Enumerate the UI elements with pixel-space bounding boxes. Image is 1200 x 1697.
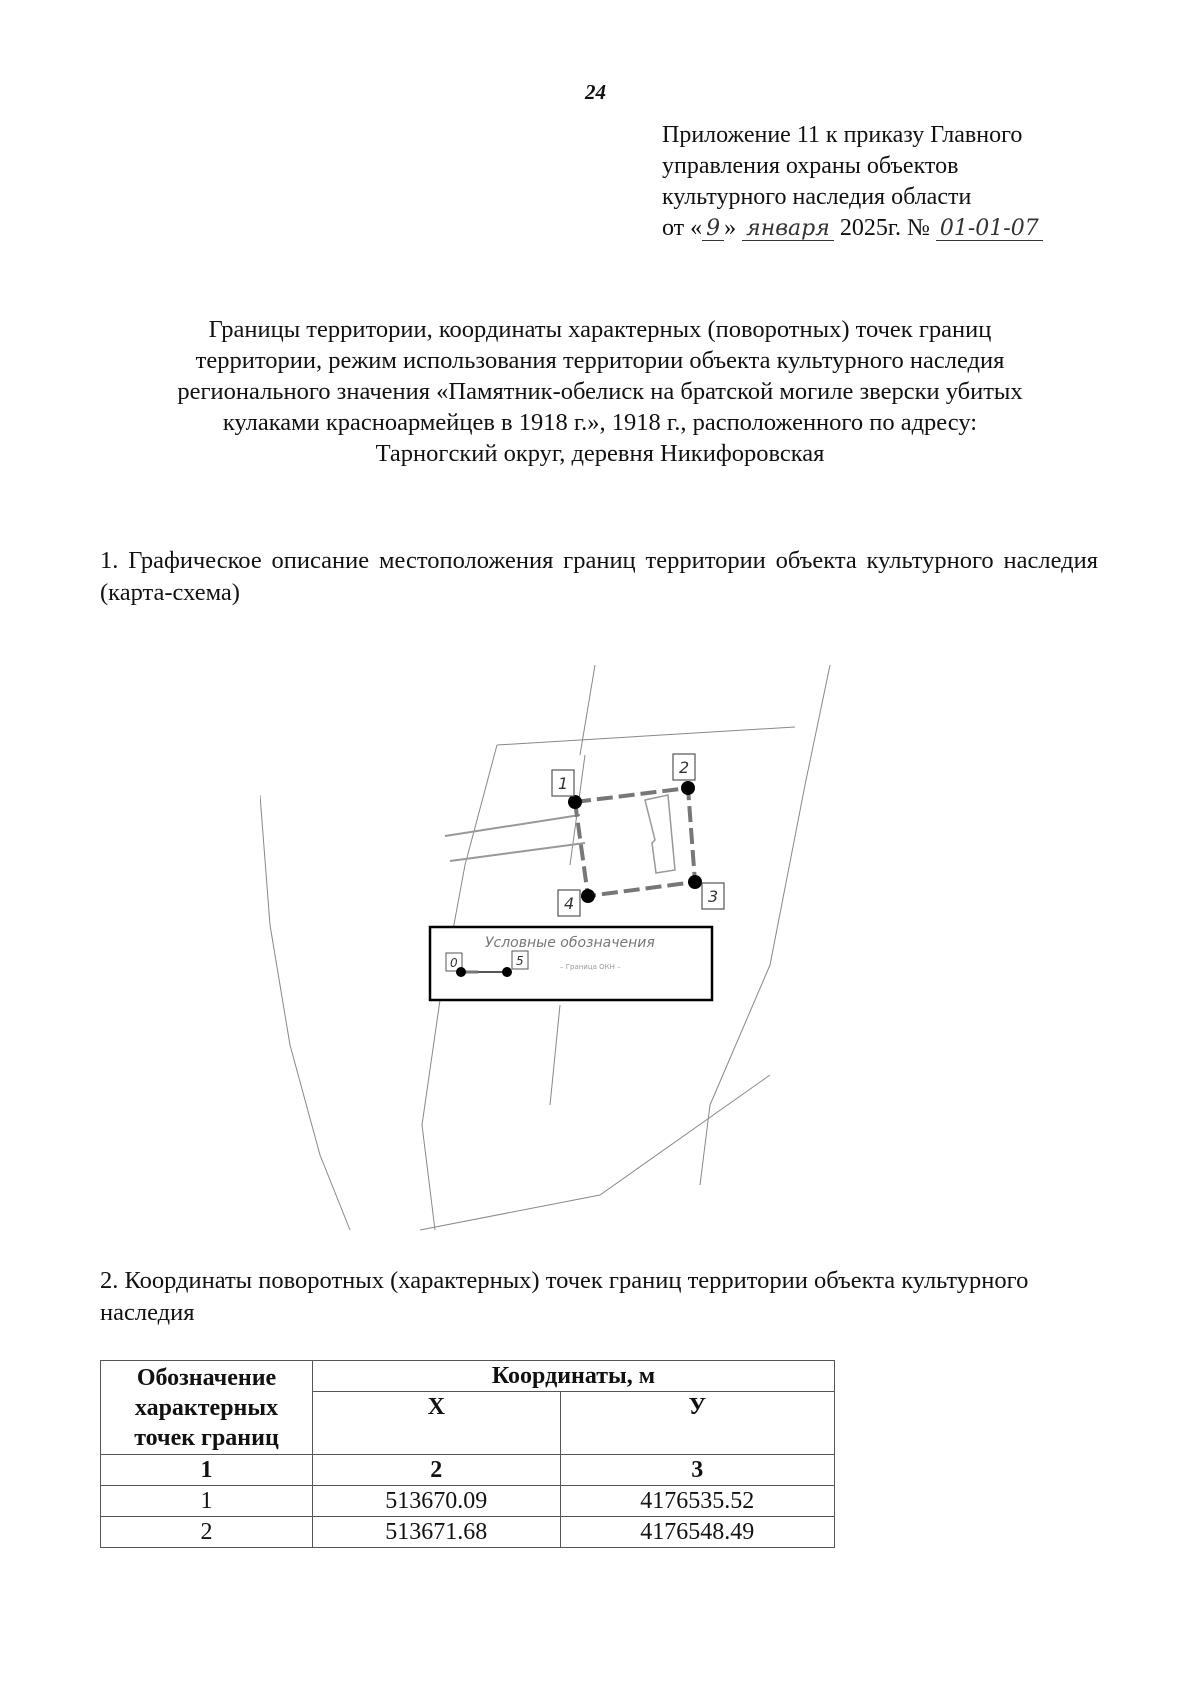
header-designation: Обозначение характерных точек границ	[101, 1361, 313, 1455]
coordinates-table	[100, 1360, 835, 1548]
date-year: 2025	[839, 215, 888, 241]
boundary-polygon	[575, 788, 695, 896]
section-2-heading: 2. Координаты поворотных (характерных) точек границ территории объекта культурного наследия	[100, 1267, 1029, 1326]
column-number-2: 2	[313, 1455, 561, 1486]
appendix-line-3: культурного наследия области	[662, 184, 972, 210]
point-label-1: 1	[558, 774, 569, 793]
row-x: 513670.09	[313, 1486, 561, 1517]
header-x: X	[313, 1392, 561, 1455]
legend-caption: – Граница ОКН –	[560, 963, 621, 971]
document-title	[80, 314, 1120, 469]
road-lines	[445, 815, 585, 861]
column-number-3: 3	[560, 1455, 834, 1486]
title-line-3: регионального значения «Памятник-обелиск на братской могиле зверски убитых	[177, 378, 1023, 405]
appendix-line-1: Приложение 11 к приказу Главного	[662, 122, 1023, 148]
table-row	[101, 1486, 835, 1517]
building-outline	[645, 795, 675, 873]
boundary-point-1	[568, 795, 582, 809]
title-line-2: территории, режим использования территории объекта культурного наследия	[195, 347, 1005, 374]
table-header-row	[101, 1361, 835, 1392]
map-legend	[430, 927, 712, 1000]
table-column-numbers-row	[101, 1455, 835, 1486]
header-y: У	[560, 1392, 834, 1455]
column-number-1: 1	[101, 1455, 313, 1486]
page-number: 24	[585, 80, 606, 104]
row-y: 4176548.49	[560, 1517, 834, 1548]
legend-end-label: 5	[516, 954, 524, 968]
date-month: января	[742, 218, 834, 241]
boundary-point-4	[581, 889, 595, 903]
point-label-2: 2	[679, 758, 690, 777]
date-suffix: г. №	[887, 215, 930, 241]
date-day: 9	[702, 218, 724, 241]
point-label-3: 3	[708, 887, 719, 906]
order-number: 01-01-07	[936, 218, 1043, 241]
section-1-heading: 1. Графическое описание местоположения границ территории объекта культурного наследия (карта-схема)	[100, 547, 1098, 606]
row-point: 1	[101, 1486, 313, 1517]
legend-start-label: 0	[450, 956, 458, 970]
appendix-line-2: управления охраны объектов	[662, 153, 959, 179]
date-prefix: от «	[662, 215, 703, 241]
row-x: 513671.68	[313, 1517, 561, 1548]
boundary-point-3	[688, 875, 702, 889]
table-row	[101, 1517, 835, 1548]
appendix-date-line	[662, 213, 1132, 244]
header-coordinates: Координаты, м	[313, 1361, 835, 1392]
legend-title: Условные обозначения	[485, 935, 655, 951]
title-line-4: кулаками красноармейцев в 1918 г.», 1918 г., расположенного по адресу:	[222, 409, 978, 436]
row-y: 4176535.52	[560, 1486, 834, 1517]
date-mid: »	[724, 215, 737, 241]
title-line-5: Тарногский округ, деревня Никифоровская	[375, 440, 825, 467]
title-line-1: Границы территории, координаты характерных (поворотных) точек границ	[208, 316, 992, 343]
row-point: 2	[101, 1517, 313, 1548]
boundary-map	[260, 665, 920, 1245]
point-label-4: 4	[564, 894, 575, 913]
appendix-block	[662, 120, 1132, 244]
boundary-point-2	[681, 781, 695, 795]
